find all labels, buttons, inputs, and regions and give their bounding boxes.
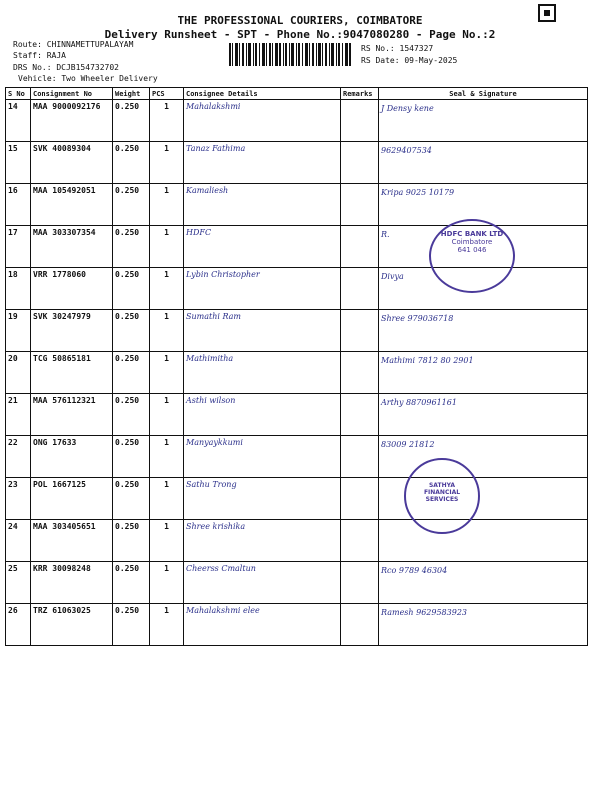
- row-consignee: Sumathi Ram: [184, 310, 341, 352]
- drs-label: DRS No.: DCJB154732702: [13, 63, 119, 72]
- row-consignee: Kamaliesh: [184, 184, 341, 226]
- row-sno: 14: [6, 100, 31, 142]
- row-weight: 0.250: [113, 310, 150, 352]
- row-sno: 21: [6, 394, 31, 436]
- route-label: Route: CHINNAMETTUPALAYAM: [13, 40, 134, 49]
- table-row: [6, 184, 588, 226]
- row-consignment-no: MAA 9000092176: [31, 100, 113, 142]
- row-sno: 24: [6, 520, 31, 562]
- row-signature: Shree 979036718: [379, 310, 588, 352]
- row-consignment-no: MAA 303307354: [31, 226, 113, 268]
- row-sno: 25: [6, 562, 31, 604]
- row-consignment-no: VRR 1778060: [31, 268, 113, 310]
- row-signature: 9629407534: [379, 142, 588, 184]
- hdfc-stamp-city: Coimbatore: [451, 238, 493, 246]
- rs-date: RS Date: 09-May-2025: [361, 56, 458, 65]
- row-pcs: 1: [150, 436, 184, 478]
- row-remarks: [341, 352, 379, 394]
- row-sno: 22: [6, 436, 31, 478]
- row-consignee: HDFC: [184, 226, 341, 268]
- row-consignment-no: TRZ 61063025: [31, 604, 113, 646]
- row-sno: 17: [6, 226, 31, 268]
- row-consignee: Asthi wilson: [184, 394, 341, 436]
- row-remarks: [341, 184, 379, 226]
- row-weight: 0.250: [113, 100, 150, 142]
- row-remarks: [341, 520, 379, 562]
- row-weight: 0.250: [113, 478, 150, 520]
- row-signature: R.: [379, 226, 588, 268]
- runsheet-subtitle: Delivery Runsheet - SPT - Phone No.:9047080280 - Page No.:2: [104, 28, 496, 41]
- col-signature: Seal & Signature: [379, 88, 588, 100]
- row-consignment-no: ONG 17633: [31, 436, 113, 478]
- row-signature: [379, 520, 588, 562]
- row-signature: Ramesh 9629583923: [379, 604, 588, 646]
- row-weight: 0.250: [113, 142, 150, 184]
- row-pcs: 1: [150, 268, 184, 310]
- row-weight: 0.250: [113, 268, 150, 310]
- sathya-stamp-name: SATHYA FINANCIAL SERVICES: [423, 482, 461, 503]
- row-remarks: [341, 604, 379, 646]
- col-remarks: Remarks: [341, 88, 379, 100]
- row-signature: Divya: [379, 268, 588, 310]
- row-consignment-no: TCG 50865181: [31, 352, 113, 394]
- row-consignment-no: MAA 576112321: [31, 394, 113, 436]
- row-signature: Mathimi 7812 80 2901: [379, 352, 588, 394]
- col-pcs: PCS: [150, 88, 184, 100]
- row-pcs: 1: [150, 184, 184, 226]
- row-remarks: [341, 268, 379, 310]
- row-pcs: 1: [150, 100, 184, 142]
- table-row: [6, 478, 588, 520]
- row-consignment-no: MAA 303405651: [31, 520, 113, 562]
- hdfc-stamp-name: HDFC BANK LTD: [440, 230, 504, 238]
- row-pcs: 1: [150, 478, 184, 520]
- row-consignment-no: POL 1667125: [31, 478, 113, 520]
- row-sno: 23: [6, 478, 31, 520]
- row-consignee: Mahalakshmi: [184, 100, 341, 142]
- row-pcs: 1: [150, 352, 184, 394]
- row-weight: 0.250: [113, 562, 150, 604]
- table-row: [6, 310, 588, 352]
- row-remarks: [341, 226, 379, 268]
- vehicle-label: Vehicle: Two Wheeler Delivery: [18, 74, 158, 83]
- row-weight: 0.250: [113, 184, 150, 226]
- row-consignee: Mathimitha: [184, 352, 341, 394]
- row-pcs: 1: [150, 604, 184, 646]
- row-pcs: 1: [150, 226, 184, 268]
- row-consignee: Tanaz Fathima: [184, 142, 341, 184]
- row-consignee: Lybin Christopher: [184, 268, 341, 310]
- col-weight: Weight: [113, 88, 150, 100]
- row-remarks: [341, 562, 379, 604]
- row-consignment-no: KRR 30098248: [31, 562, 113, 604]
- row-consignment-no: SVK 40089304: [31, 142, 113, 184]
- row-pcs: 1: [150, 310, 184, 352]
- row-weight: 0.250: [113, 520, 150, 562]
- row-signature: Rco 9789 46304: [379, 562, 588, 604]
- row-consignment-no: MAA 105492051: [31, 184, 113, 226]
- table-row: [6, 394, 588, 436]
- col-consignment: Consignment No: [31, 88, 113, 100]
- row-consignee: Sathu Trong: [184, 478, 341, 520]
- row-sno: 20: [6, 352, 31, 394]
- table-header-row: [6, 88, 588, 100]
- barcode: [229, 43, 351, 66]
- row-remarks: [341, 478, 379, 520]
- row-consignee: Shree krishika: [184, 520, 341, 562]
- hdfc-stamp-code: 641 046: [457, 246, 487, 254]
- rs-number: RS No.: 1547327: [361, 44, 434, 53]
- table-row: [6, 142, 588, 184]
- row-remarks: [341, 436, 379, 478]
- staff-label: Staff: RAJA: [13, 51, 66, 60]
- row-signature: J Densy kene: [379, 100, 588, 142]
- row-consignment-no: SVK 30247979: [31, 310, 113, 352]
- sathya-financial-stamp: [404, 458, 480, 534]
- col-consignee: Consignee Details: [184, 88, 341, 100]
- row-remarks: [341, 310, 379, 352]
- company-title: THE PROFESSIONAL COURIERS, COIMBATORE: [177, 14, 423, 27]
- row-sno: 15: [6, 142, 31, 184]
- row-consignee: Cheerss Cmaltun: [184, 562, 341, 604]
- row-sno: 19: [6, 310, 31, 352]
- qr-code-icon: [538, 4, 556, 22]
- table-row: [6, 562, 588, 604]
- row-sno: 26: [6, 604, 31, 646]
- row-remarks: [341, 142, 379, 184]
- table-row: [6, 352, 588, 394]
- row-pcs: 1: [150, 394, 184, 436]
- row-consignee: Mahalakshmi elee: [184, 604, 341, 646]
- row-weight: 0.250: [113, 226, 150, 268]
- row-weight: 0.250: [113, 394, 150, 436]
- table-row: [6, 100, 588, 142]
- row-weight: 0.250: [113, 604, 150, 646]
- row-sno: 18: [6, 268, 31, 310]
- table-row: [6, 604, 588, 646]
- row-remarks: [341, 100, 379, 142]
- row-signature: Arthy 8870961161: [379, 394, 588, 436]
- row-pcs: 1: [150, 562, 184, 604]
- row-signature: 83009 21812: [379, 436, 588, 478]
- table-row: [6, 520, 588, 562]
- table-row: [6, 436, 588, 478]
- hdfc-bank-stamp: [429, 219, 515, 293]
- runsheet-table: [5, 87, 588, 646]
- row-sno: 16: [6, 184, 31, 226]
- row-signature: Kripa 9025 10179: [379, 184, 588, 226]
- row-weight: 0.250: [113, 352, 150, 394]
- row-pcs: 1: [150, 520, 184, 562]
- row-weight: 0.250: [113, 436, 150, 478]
- row-remarks: [341, 394, 379, 436]
- row-pcs: 1: [150, 142, 184, 184]
- col-sno: S No: [6, 88, 31, 100]
- row-consignee: Manyaykkumi: [184, 436, 341, 478]
